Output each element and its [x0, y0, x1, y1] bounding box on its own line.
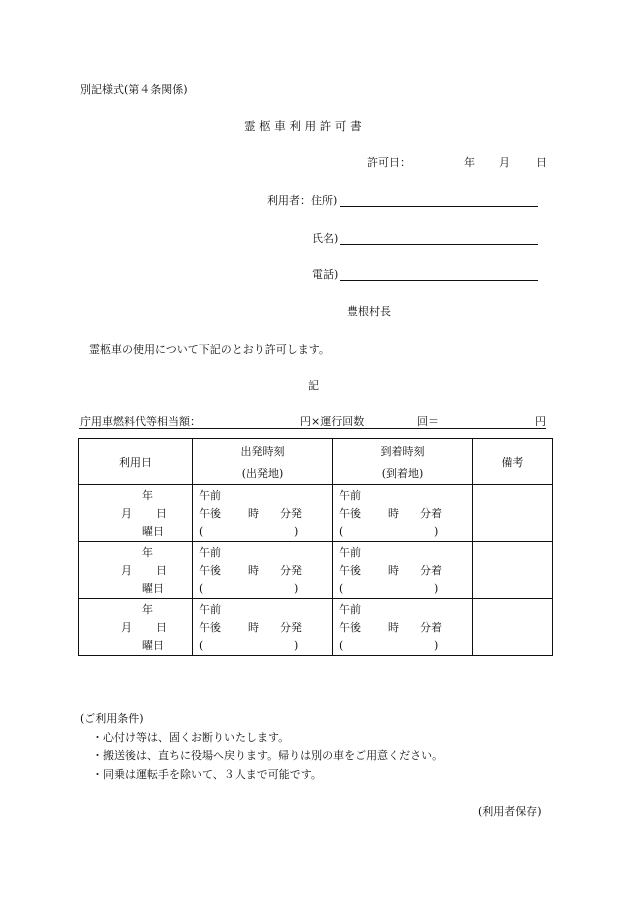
notes-cell[interactable]: [473, 485, 553, 542]
permit-date-year: 年: [464, 156, 475, 169]
date-cell[interactable]: 年 月 日 曜日: [79, 542, 193, 599]
date-cell[interactable]: 年 月 日 曜日: [79, 599, 193, 656]
condition-item: ・心付け等は、固くお断りいたします。: [92, 731, 290, 744]
arrive-cell[interactable]: 午前 午後 時 分着 ( ): [333, 599, 473, 656]
table-row: [79, 542, 553, 599]
usage-table: [78, 438, 553, 656]
permit-date-label: 許可日：: [367, 156, 411, 169]
condition-item: ・同乗は運転手を除いて、３人まで可能です。: [92, 768, 322, 781]
user-name-field[interactable]: [340, 244, 538, 245]
user-name-label: 氏名): [312, 232, 339, 245]
date-cell[interactable]: 年 月 日 曜日: [79, 485, 193, 542]
user-address-field[interactable]: [340, 206, 538, 207]
fuel-times-eq: 回＝: [417, 415, 439, 428]
notes-cell[interactable]: [473, 542, 553, 599]
ki-heading: 記: [308, 379, 319, 392]
conditions-title: (ご利用条件): [80, 712, 144, 725]
header-notes: 備考: [473, 439, 553, 485]
document-title: 霊 柩 車 利 用 許 可 書: [244, 119, 362, 133]
permit-date-month: 月: [499, 156, 510, 169]
fuel-label: 庁用車燃料代等相当額：: [80, 415, 201, 428]
issuer: 豊根村長: [347, 305, 391, 318]
fuel-yen-times: 円×運行回数: [300, 415, 365, 428]
form-reference: 別記様式(第４条関係): [80, 83, 188, 96]
depart-cell[interactable]: 午前 午後 時 分発 ( ): [193, 599, 333, 656]
arrive-cell[interactable]: 午前 午後 時 分着 ( ): [333, 485, 473, 542]
arrive-cell[interactable]: 午前 午後 時 分着 ( ): [333, 542, 473, 599]
header-date: 利用日: [79, 439, 193, 485]
table-header-row: [79, 439, 553, 485]
table-row: [79, 599, 553, 656]
depart-cell[interactable]: 午前 午後 時 分発 ( ): [193, 485, 333, 542]
user-address-label: 利用者：住所): [267, 194, 338, 207]
user-phone-field[interactable]: [340, 280, 538, 281]
fuel-underline: [79, 428, 546, 429]
user-phone-label: 電話): [312, 268, 339, 281]
depart-cell[interactable]: 午前 午後 時 分発 ( ): [193, 542, 333, 599]
header-arrive: 到着時刻 (到着地): [333, 439, 473, 485]
fuel-yen: 円: [535, 415, 546, 428]
condition-item: ・搬送後は、直ちに役場へ戻ります。帰りは別の車をご用意ください。: [92, 749, 444, 762]
notes-cell[interactable]: [473, 599, 553, 656]
footer-note: (利用者保存): [478, 805, 542, 818]
permission-text: 霊柩車の使用について下記のとおり許可します。: [89, 343, 330, 356]
header-depart: 出発時刻 (出発地): [193, 439, 333, 485]
permit-date-day: 日: [536, 156, 547, 169]
table-row: [79, 485, 553, 542]
